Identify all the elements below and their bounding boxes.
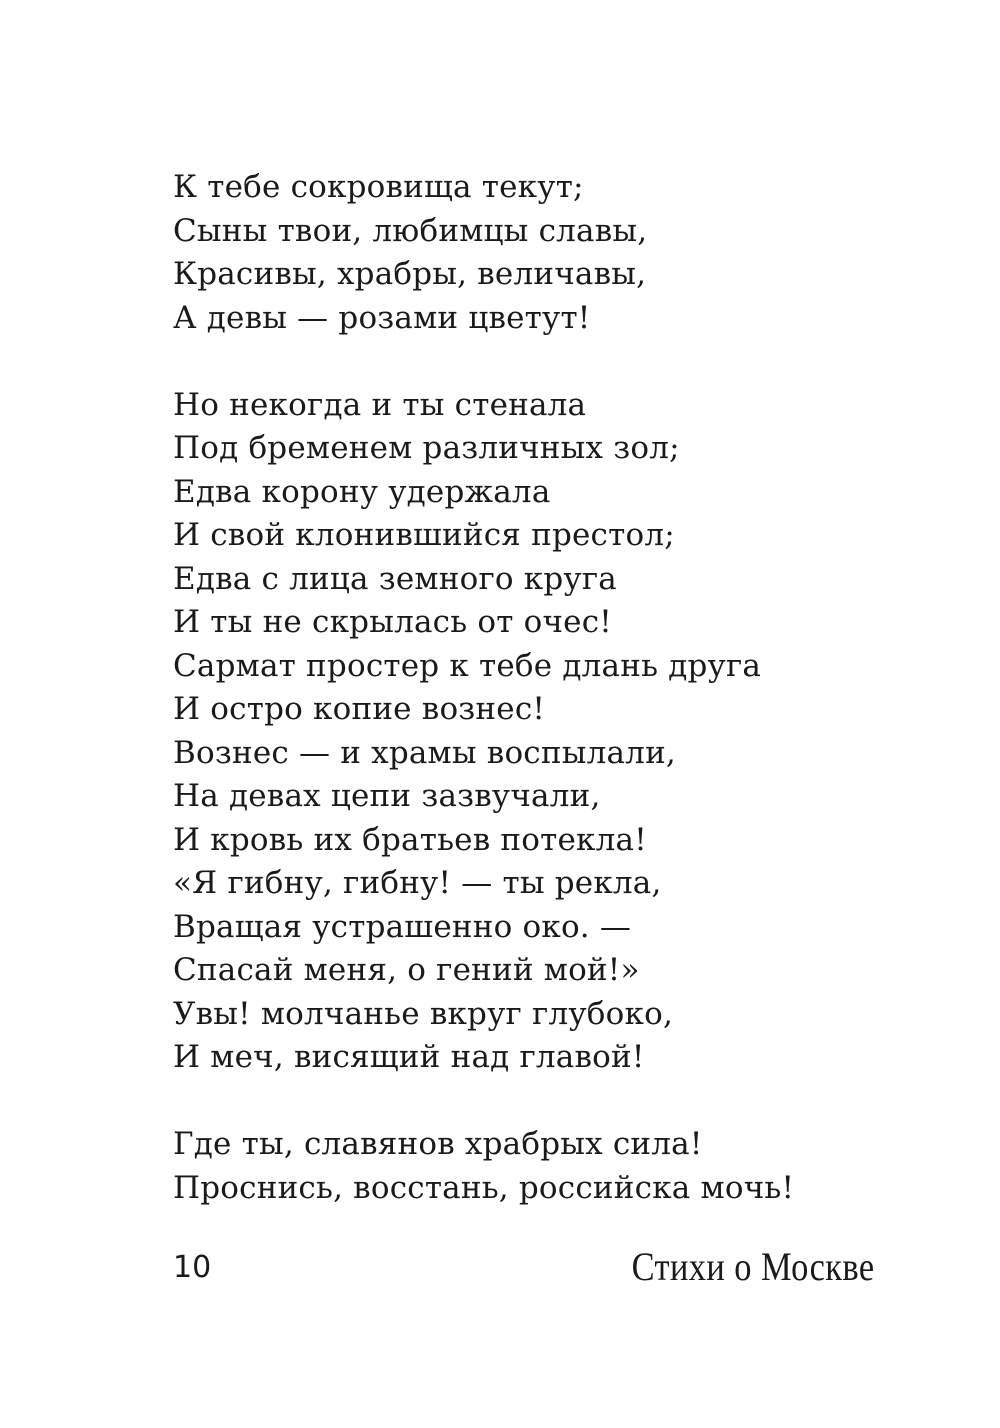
poem-line: Едва с лица земного круга (173, 560, 617, 597)
poem-line: Сармат простер к тебе длань друга (173, 647, 762, 684)
poem-line: Под бременем различных зол; (173, 430, 680, 466)
poem-line: Красивы, храбры, величавы, (173, 256, 647, 292)
running-title: Стихи о Москве (631, 1244, 875, 1289)
poem-line: И кровь их братьев потекла! (173, 821, 647, 858)
page-number: 10 (173, 1250, 212, 1285)
poem-line: И свой клонившийся престол; (173, 517, 675, 553)
poem-line: Проснись, восстань, российска мочь! (173, 1169, 795, 1206)
poem-line: Но некогда и ты стенала (173, 386, 587, 423)
poem-line: Спасай меня, о гений мой!» (173, 952, 640, 988)
poem-line: Вращая устрашенно око. — (173, 908, 632, 945)
poem-text (173, 166, 933, 1210)
poem-line: Увы! молчанье вкруг глубоко, (173, 995, 674, 1032)
poem-line: Едва корону удержала (173, 473, 551, 510)
poem-line: К тебе сокровища текут; (173, 169, 584, 205)
stanza-3 (173, 1123, 933, 1210)
poem-line: А девы — розами цветут! (173, 299, 591, 336)
poem-line: На девах цепи зазвучали, (173, 778, 601, 814)
stanza-1 (173, 166, 933, 340)
poem-line: И ты не скрылась от очес! (173, 604, 612, 640)
poem-line: Вознес — и храмы воспылали, (173, 734, 676, 771)
poem-line: Где ты, славянов храбрых сила! (173, 1126, 703, 1162)
stanza-2 (173, 384, 933, 1080)
poem-line: И остро копие вознес! (173, 691, 546, 727)
poem-line: И меч, висящий над главой! (173, 1039, 645, 1075)
poem-line: «Я гибну, гибну! — ты рекла, (173, 865, 662, 901)
poem-line: Сыны твои, любимцы славы, (173, 212, 648, 249)
